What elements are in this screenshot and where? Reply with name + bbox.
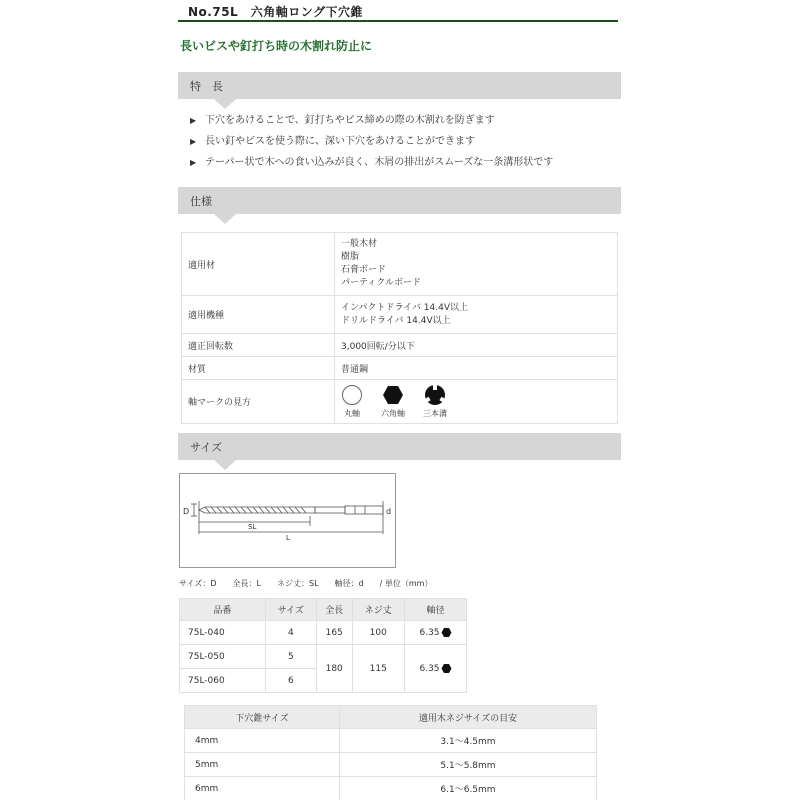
shaft-mark-hex [381,384,405,419]
feature-item: ▶ テーパー状で木への食い込みが良く、木屑の排出がスムーズな一条溝形状です [190,156,553,177]
spec-value: 3,000回転/分以下 [335,334,618,357]
hex-shaft-icon [382,384,404,406]
cell-length: 165 [316,621,352,645]
diagram-label-d: d [386,507,392,516]
column-header: 軸径 [405,599,467,621]
shaft-value: 6.35 [419,663,440,674]
column-header: ネジ丈 [352,599,405,621]
column-header: 下穴錐サイズ [185,706,340,729]
feature-item: ▶ 長い釘やビスを使う際に、深い下穴をあけることができます [190,135,553,156]
section-header-features [178,72,621,99]
section-header-spec [178,187,621,214]
spec-label: 適用機種 [182,296,335,334]
table-row [185,729,597,753]
spec-row-marks [182,380,618,424]
feature-list [190,114,553,177]
cell-code: 75L-060 [180,669,266,693]
cell-screw-size: 5.1～5.8mm [340,753,597,777]
spec-value [335,233,618,296]
shaft-mark-list [341,384,611,419]
shaft-mark-label: 三本溝 [423,409,447,418]
feature-item: ▶ 下穴をあけることで、釘打ちやビス締めの際の木割れを防ぎます [190,114,553,135]
material-value: 一般木材 [341,239,378,249]
cell-screw-size: 6.1～6.5mm [340,777,597,800]
cell-code: 75L-040 [180,621,266,645]
diagram-label-SL: SL [248,523,257,531]
size-table [179,598,467,693]
shaft-value: 6.35 [419,627,440,638]
shaft-mark-label: 六角軸 [381,409,405,418]
spec-value [335,380,618,424]
spec-label: 軸マークの見方 [182,380,335,424]
machine-value: ドリルドライバ 14.4V以上 [341,315,451,326]
cell-size: 6 [265,669,316,693]
material-value: 樹脂 [341,252,360,262]
spec-label: 材質 [182,357,335,380]
cell-screw-size: 3.1～4.5mm [340,729,597,753]
cell-size: 4 [265,621,316,645]
cell-size: 5 [265,645,316,669]
cell-drill-size: 4mm [185,729,340,753]
spec-label: 適用材 [182,233,335,296]
spec-label: 適正回転数 [182,334,335,357]
shaft-mark-three-groove [423,384,447,419]
legend-item: 軸径：d [334,579,364,588]
cell-drill-size: 5mm [185,753,340,777]
material-value: パーティクルボード [341,278,422,288]
drill-diagram [179,473,396,568]
spec-row-machine [182,296,618,334]
cell-thread: 100 [352,621,405,645]
legend-item: ネジ丈：SL [277,579,319,588]
table-row [185,753,597,777]
column-header: 全長 [316,599,352,621]
section-title-spec: 仕様 [190,195,212,208]
material-value: 石膏ボード [341,265,387,275]
column-header: サイズ [265,599,316,621]
legend-item: 全長：L [232,579,261,588]
size-table-header [180,599,467,621]
drill-size-table [184,705,597,800]
machine-value: インパクトドライバ 14.4V以上 [341,302,468,313]
cell-code: 75L-050 [180,645,266,669]
drill-diagram-svg [180,474,395,567]
hex-shaft-icon [441,663,452,674]
shaft-mark-label: 丸軸 [344,409,360,418]
table-row [180,621,467,645]
legend-item: / 単位（mm） [379,579,433,588]
cell-shaft [405,645,467,693]
diagram-label-D: D [183,507,190,516]
column-header: 品番 [180,599,266,621]
diagram-label-L: L [286,534,290,542]
size-legend [179,578,448,589]
spec-value [335,296,618,334]
spec-table [181,232,618,424]
shaft-mark-round [341,384,363,419]
round-shaft-icon [341,384,363,406]
table-row [185,777,597,800]
cell-shaft [405,621,467,645]
spec-value: 普通鋼 [335,357,618,380]
cell-drill-size: 6mm [185,777,340,800]
drill-table-header [185,706,597,729]
spec-row-steel [182,357,618,380]
table-row [180,645,467,669]
section-title-features: 特 長 [190,80,223,93]
spec-row-material [182,233,618,296]
column-header: 適用木ネジサイズの目安 [340,706,597,729]
legend-item: サイズ：D [179,579,217,588]
hex-shaft-icon [441,627,452,638]
three-groove-shaft-icon [424,384,446,406]
section-header-size [178,433,621,460]
title-bar [178,0,618,22]
cell-thread: 115 [352,645,405,693]
section-title-size: サイズ [190,441,223,454]
cell-length: 180 [316,645,352,693]
spec-row-rpm [182,334,618,357]
page-title: No.75L 六角軸ロング下穴錐 [188,5,363,19]
catch-copy: 長いビスや釘打ち時の木割れ防止に [180,39,373,53]
